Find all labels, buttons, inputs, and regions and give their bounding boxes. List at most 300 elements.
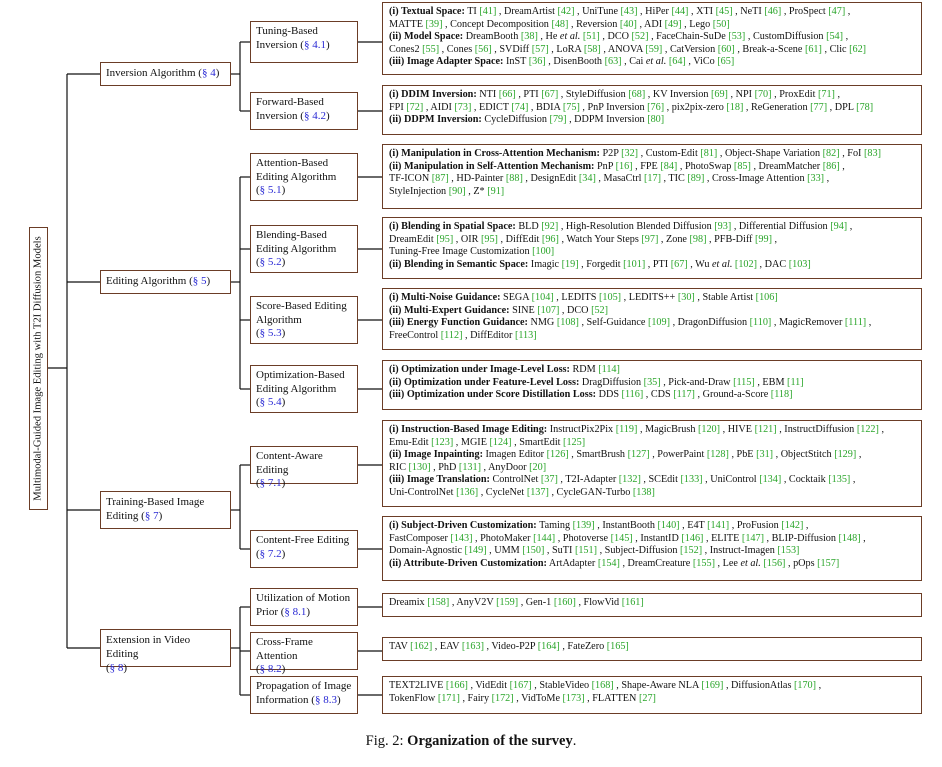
- subcategory-label-text: Algorithm: [256, 313, 302, 326]
- method-line: [389, 246, 915, 259]
- method-line: [389, 474, 915, 487]
- citation-ref: [68]: [628, 89, 646, 100]
- citation-ref: [88]: [505, 173, 523, 185]
- method-text: , DragonDiffusion: [670, 317, 750, 329]
- category-label-text: ): [215, 67, 220, 79]
- method-list: [382, 637, 922, 661]
- method-text: , T2I-Adapter: [557, 474, 619, 486]
- citation-ref: [32]: [621, 148, 639, 159]
- citation-ref: [53]: [728, 31, 746, 43]
- method-text: , DCO: [559, 304, 592, 316]
- subcategory-label-text: ): [281, 256, 286, 268]
- method-text: , DreamArtist: [496, 6, 558, 17]
- citation-ref: [89]: [687, 173, 705, 185]
- citation-ref: [77]: [810, 101, 828, 113]
- citation-ref: [168]: [591, 680, 614, 691]
- citation-ref: [76]: [647, 101, 665, 113]
- method-text: NMG: [527, 317, 557, 329]
- citation-ref: [56]: [474, 43, 492, 55]
- method-text: , VidEdit: [467, 680, 510, 691]
- method-text: ,: [834, 89, 841, 100]
- method-line: [389, 221, 915, 234]
- method-line: [389, 389, 915, 402]
- method-text: , PbE: [728, 449, 757, 461]
- subcategory-label-text: Utilization of Motion: [256, 592, 351, 604]
- method-text: , CDS: [643, 389, 674, 401]
- section-ref: § 4.1: [303, 38, 326, 51]
- method-line: [389, 234, 915, 247]
- method-text: , High-Resolution Blended Diffusion: [558, 221, 715, 232]
- method-list: [382, 360, 922, 410]
- citation-ref: [92]: [541, 221, 559, 232]
- citation-ref: [67]: [541, 89, 559, 100]
- subcategory-label-line: [256, 314, 352, 328]
- citation-ref: [119]: [615, 424, 638, 435]
- method-text: PnP: [594, 160, 616, 172]
- citation-ref: [151]: [574, 545, 598, 557]
- subcategory-label-line: [256, 110, 352, 124]
- section-ref: § 8: [109, 662, 124, 674]
- subcategory-label-line: [256, 96, 352, 110]
- citation-ref: [105]: [599, 292, 622, 303]
- method-line: [389, 102, 915, 115]
- method-text: TEXT2LIVE: [389, 680, 446, 691]
- method-text: , FateZero: [559, 641, 607, 652]
- category-node: [100, 491, 231, 529]
- method-text: DreamEdit: [389, 233, 437, 245]
- subcategory-node: [250, 92, 358, 130]
- method-text: , Cross-Image Attention: [704, 173, 808, 185]
- method-text: , Lego: [681, 18, 713, 30]
- subcategory-label-text: ): [336, 693, 341, 706]
- method-list: [382, 420, 922, 507]
- method-text: , FlowVid: [575, 597, 622, 608]
- subcategory-label-text: ): [281, 547, 286, 560]
- method-text: , He: [537, 31, 560, 43]
- method-text: , PhD: [430, 461, 459, 473]
- method-text: ControlNet: [489, 474, 541, 486]
- subcategory-label-text: Editing Algorithm: [256, 242, 337, 255]
- method-text: , FaceChain-SuDe: [648, 31, 729, 43]
- subcategory-label-text: Editing Algorithm: [256, 382, 337, 395]
- subcategory-label-line: [256, 680, 352, 694]
- subcategory-label-text: Attention-Based: [256, 157, 329, 169]
- citation-ref: [137]: [526, 486, 549, 498]
- method-line: [389, 148, 915, 161]
- method-line: [389, 19, 915, 32]
- section-ref: § 5.1: [259, 184, 282, 196]
- method-line: [389, 330, 915, 343]
- citation-ref: [161]: [621, 597, 644, 608]
- method-text: , CustomDiffusion: [745, 31, 827, 43]
- method-text: , DisenBooth: [545, 56, 605, 68]
- method-text: , InstantBooth: [594, 520, 658, 531]
- subcategory-label-text: Score-Based Editing: [256, 300, 347, 312]
- citation-ref: [50]: [712, 18, 730, 30]
- method-text: , CycleNet: [478, 486, 527, 498]
- subcategory-label-line: [256, 229, 352, 243]
- method-text: , DiffEdit: [497, 233, 542, 245]
- method-text: , EAV: [432, 641, 462, 652]
- subcategory-label-text: Information (: [256, 693, 315, 706]
- subcategory-label-text: ): [281, 663, 286, 675]
- citation-ref: [27]: [638, 692, 656, 704]
- method-text: , UniControl: [702, 474, 760, 486]
- subcategory-label-text: Forward-Based: [256, 96, 324, 108]
- method-line: [389, 424, 915, 437]
- method-text: , DreamMatcher: [750, 160, 823, 172]
- citation-ref: [127]: [627, 449, 650, 461]
- method-text: , SCEdit: [640, 474, 681, 486]
- method-text: , HIVE: [720, 424, 755, 435]
- et-al-text: et al.: [559, 31, 581, 43]
- citation-ref: [70]: [754, 89, 772, 100]
- citation-ref: [57]: [531, 43, 549, 55]
- method-list: [382, 516, 922, 581]
- citation-ref: [11]: [787, 376, 804, 388]
- group-heading: (iii) Optimization under Score Distillation Loss:: [389, 389, 597, 401]
- subcategory-label-text: Inversion (: [256, 38, 304, 51]
- method-line: [389, 533, 915, 546]
- subcategory-label-line: [256, 636, 352, 663]
- citation-ref: [59]: [645, 43, 663, 55]
- group-heading: (i) Manipulation in Cross-Attention Mechanism:: [389, 148, 600, 159]
- figure-caption: [0, 733, 942, 750]
- subcategory-label-text: ): [281, 184, 286, 196]
- method-text: TI: [464, 6, 480, 17]
- method-text: ArtAdapter: [546, 557, 598, 569]
- method-text: , pOps: [785, 557, 818, 569]
- citation-ref: [135]: [828, 474, 851, 486]
- citation-ref: [140]: [657, 520, 680, 531]
- section-ref: § 8.1: [284, 605, 307, 618]
- citation-ref: [39]: [425, 18, 443, 30]
- citation-ref: [69]: [710, 89, 728, 100]
- method-text: , Lee: [714, 557, 741, 569]
- method-text: , InstantID: [632, 532, 682, 544]
- citation-ref: [93]: [714, 221, 732, 232]
- citation-ref: [167]: [509, 680, 532, 691]
- citation-ref: [143]: [450, 532, 473, 544]
- citation-ref: [171]: [437, 692, 460, 704]
- citation-ref: [36]: [528, 56, 546, 68]
- group-heading: (i) Textual Space:: [389, 6, 465, 17]
- citation-ref: [51]: [582, 31, 600, 43]
- citation-ref: [62]: [849, 43, 867, 55]
- citation-ref: [141]: [707, 520, 730, 531]
- citation-ref: [133]: [680, 474, 703, 486]
- citation-ref: [71]: [817, 89, 835, 100]
- citation-ref: [150]: [522, 545, 545, 557]
- method-text: , Pick-and-Draw: [660, 376, 734, 388]
- citation-ref: [157]: [817, 557, 840, 569]
- citation-ref: [148]: [838, 532, 861, 544]
- method-text: ,: [866, 317, 872, 329]
- citation-ref: [124]: [489, 436, 512, 448]
- citation-ref: [18]: [726, 101, 744, 113]
- citation-ref: [118]: [770, 389, 793, 401]
- method-text: , DiffusionAtlas: [723, 680, 794, 691]
- method-text: , ProSpect: [781, 6, 829, 17]
- method-text: , PowerPaint: [649, 449, 707, 461]
- subcategory-label-line: [256, 256, 352, 270]
- category-label-text: Extension in Video Editing: [106, 634, 191, 660]
- citation-ref: [132]: [618, 474, 641, 486]
- citation-ref: [45]: [715, 6, 733, 17]
- section-ref: § 8.2: [259, 663, 282, 675]
- method-text: ,: [816, 680, 822, 691]
- method-line: [389, 89, 915, 102]
- method-text: , ELITE: [703, 532, 742, 544]
- method-text: , CycleGAN-Turbo: [548, 486, 633, 498]
- method-text: , UMM: [486, 545, 523, 557]
- subcategory-label-text: Cross-Frame Attention: [256, 636, 313, 662]
- citation-ref: [43]: [620, 6, 638, 17]
- subcategory-label-line: [256, 300, 352, 314]
- method-text: P2P: [599, 148, 622, 159]
- citation-ref: [82]: [822, 148, 840, 159]
- method-list: [382, 288, 922, 350]
- subcategory-label-text: ): [325, 38, 330, 51]
- subcategory-node: [250, 296, 358, 344]
- subcategory-label-text: (: [256, 396, 260, 408]
- method-text: , EBM: [754, 376, 788, 388]
- method-text: , Photoverse: [555, 532, 611, 544]
- citation-ref: [95]: [436, 233, 454, 245]
- method-text: ,: [771, 233, 778, 245]
- subcategory-label-line: [256, 396, 352, 410]
- citation-ref: [152]: [680, 545, 703, 557]
- citation-ref: [156]: [763, 557, 786, 569]
- method-text: Cones2: [389, 43, 423, 55]
- group-heading: (i) Multi-Noise Guidance:: [389, 292, 501, 303]
- citation-ref: [125]: [563, 436, 586, 448]
- method-text: , AnyV2V: [449, 597, 497, 608]
- citation-ref: [95]: [480, 233, 498, 245]
- method-list: [382, 144, 922, 209]
- citation-ref: [64]: [668, 56, 686, 68]
- category-label-text: Training-Based Image: [106, 496, 205, 508]
- method-text: , BLIP-Diffusion: [764, 532, 839, 544]
- subcategory-node: [250, 225, 358, 273]
- subcategory-label-line: [256, 534, 352, 548]
- method-list: [382, 217, 922, 279]
- method-text: DDS: [596, 389, 622, 401]
- citation-ref: [116]: [621, 389, 644, 401]
- caption-title: Organization of the survey: [407, 733, 573, 749]
- citation-ref: [66]: [498, 89, 516, 100]
- method-text: SINE: [509, 304, 538, 316]
- method-line: [389, 259, 915, 272]
- subcategory-label-text: ): [281, 477, 286, 489]
- section-ref: § 4: [201, 67, 216, 79]
- method-text: , AnyDoor: [481, 461, 530, 473]
- method-text: , FoI: [839, 148, 864, 159]
- method-text: , Video-P2P: [483, 641, 538, 652]
- citation-ref: [172]: [491, 692, 514, 704]
- method-text: , PTI: [515, 89, 542, 100]
- subcategory-label-line: [256, 327, 352, 341]
- method-text: BLD: [515, 221, 542, 232]
- method-text: , ADI: [636, 18, 665, 30]
- subcategory-label-line: [256, 694, 352, 708]
- citation-ref: [30]: [677, 292, 695, 303]
- method-line: [389, 597, 915, 610]
- method-text: , Forgedit: [578, 258, 624, 270]
- subcategory-node: [250, 588, 358, 626]
- group-heading: (ii) Model Space:: [389, 31, 464, 43]
- method-text: , MasaCtrl: [595, 173, 644, 185]
- method-line: [389, 56, 915, 69]
- method-line: [389, 520, 915, 533]
- section-ref: § 5.3: [259, 327, 282, 339]
- method-text: , NPI: [727, 89, 755, 100]
- citation-ref: [130]: [408, 461, 431, 473]
- method-text: , MagicRemover: [771, 317, 845, 329]
- category-label-text: ): [158, 510, 163, 522]
- method-text: , ObjectStitch: [773, 449, 835, 461]
- citation-ref: [160]: [553, 597, 576, 608]
- group-heading: (i) Instruction-Based Image Editing:: [389, 424, 548, 435]
- group-heading: (ii) Attribute-Driven Customization:: [389, 557, 547, 569]
- citation-ref: [173]: [562, 692, 585, 704]
- citation-ref: [80]: [647, 114, 665, 126]
- method-text: FreeControl: [389, 329, 441, 341]
- method-text: , Cai: [621, 56, 646, 68]
- citation-ref: [73]: [454, 101, 472, 113]
- citation-ref: [42]: [557, 6, 575, 17]
- method-text: , ProFusion: [729, 520, 782, 531]
- method-line: [389, 487, 915, 500]
- citation-ref: [131]: [458, 461, 481, 473]
- method-text: , LEDITS: [553, 292, 599, 303]
- subcategory-node: [250, 446, 358, 489]
- group-heading: (ii) Manipulation in Self-Attention Mechanism:: [389, 160, 595, 172]
- citation-ref: [107]: [537, 304, 560, 316]
- subcategory-label-text: (: [256, 547, 260, 560]
- method-line: [389, 437, 915, 450]
- citation-ref: [165]: [606, 641, 629, 652]
- method-text: , SmartBrush: [568, 449, 628, 461]
- method-text: , Self-Guidance: [578, 317, 648, 329]
- group-heading: (ii) Blending in Semantic Space:: [389, 258, 529, 270]
- method-text: StyleInjection: [389, 185, 449, 197]
- method-list: [382, 676, 922, 714]
- citation-ref: [115]: [733, 376, 755, 388]
- subcategory-label-line: [256, 606, 352, 620]
- section-ref: § 5.2: [259, 256, 282, 268]
- group-heading: (iii) Image Adapter Space:: [389, 56, 504, 68]
- method-line: [389, 44, 915, 57]
- citation-ref: [63]: [604, 56, 622, 68]
- caption-suffix: .: [572, 733, 577, 749]
- citation-ref: [153]: [777, 545, 800, 557]
- subcategory-node: [250, 365, 358, 413]
- method-text: InstructPix2Pix: [547, 424, 616, 435]
- method-text: , LoRA: [548, 43, 584, 55]
- method-text: Imagen Editor: [482, 449, 547, 461]
- method-text: , StableVideo: [531, 680, 592, 691]
- subcategory-label-text: Blending-Based: [256, 229, 327, 241]
- method-text: , DesignEdit: [522, 173, 579, 185]
- citation-ref: [31]: [756, 449, 774, 461]
- method-text: , EDICT: [471, 101, 512, 113]
- method-text: ,: [860, 532, 866, 544]
- subcategory-label-text: Tuning-Based: [256, 25, 318, 37]
- method-text: , FPE: [632, 160, 661, 172]
- method-text: , StyleDiffusion: [558, 89, 629, 100]
- citation-ref: [113]: [514, 329, 537, 341]
- et-al-text: et al.: [740, 557, 761, 569]
- citation-ref: [52]: [591, 304, 609, 316]
- citation-ref: [138]: [632, 486, 655, 498]
- method-text: TokenFlow: [389, 692, 438, 704]
- citation-ref: [126]: [546, 449, 569, 461]
- method-text: , BDIA: [528, 101, 563, 113]
- method-text: , Z*: [465, 185, 488, 197]
- citation-ref: [108]: [556, 317, 579, 329]
- et-al-text: et al.: [712, 258, 733, 270]
- method-line: [389, 462, 915, 475]
- method-line: [389, 558, 915, 571]
- method-line: [389, 680, 915, 693]
- group-heading: (i) DDIM Inversion:: [389, 89, 477, 100]
- method-text: ,: [878, 424, 884, 435]
- method-text: , Ground-a-Score: [694, 389, 771, 401]
- method-text: TAV: [389, 641, 411, 652]
- citation-ref: [102]: [734, 258, 757, 270]
- method-text: TF-ICON: [389, 173, 432, 185]
- category-node: [100, 62, 231, 86]
- method-line: [389, 292, 915, 305]
- citation-ref: [147]: [741, 532, 764, 544]
- subcategory-node: [250, 153, 358, 201]
- method-text: , Reversion: [568, 18, 620, 30]
- method-text: , CatVersion: [662, 43, 718, 55]
- method-text: , Fairy: [459, 692, 492, 704]
- citation-ref: [154]: [597, 557, 620, 569]
- method-line: [389, 6, 915, 19]
- category-label-text: Inversion Algorithm (: [106, 67, 202, 79]
- citation-ref: [44]: [671, 6, 689, 17]
- method-text: InST: [503, 56, 529, 68]
- method-text: , Shape-Aware NLA: [613, 680, 702, 691]
- citation-ref: [110]: [749, 317, 772, 329]
- citation-ref: [33]: [807, 173, 825, 185]
- method-text: , Instruct-Imagen: [702, 545, 778, 557]
- method-text: , DiffEditor: [462, 329, 515, 341]
- citation-ref: [166]: [445, 680, 468, 691]
- citation-ref: [99]: [754, 233, 772, 245]
- method-text: Imagic: [528, 258, 562, 270]
- method-text: , Clic: [821, 43, 850, 55]
- subcategory-label-line: [256, 663, 352, 677]
- citation-ref: [38]: [520, 31, 538, 43]
- citation-ref: [149]: [464, 545, 487, 557]
- method-line: [389, 114, 915, 127]
- subcategory-label-text: ): [281, 396, 286, 408]
- citation-ref: [134]: [759, 474, 782, 486]
- citation-ref: [104]: [531, 292, 554, 303]
- citation-ref: [61]: [804, 43, 822, 55]
- category-label-text: Editing Algorithm (: [106, 275, 193, 287]
- method-text: ,: [803, 520, 809, 531]
- subcategory-label-text: Inversion (: [256, 109, 304, 122]
- citation-ref: [112]: [440, 329, 463, 341]
- citation-ref: [114]: [598, 364, 620, 375]
- method-text: , DPL: [827, 101, 857, 113]
- subcategory-label-line: [256, 592, 352, 606]
